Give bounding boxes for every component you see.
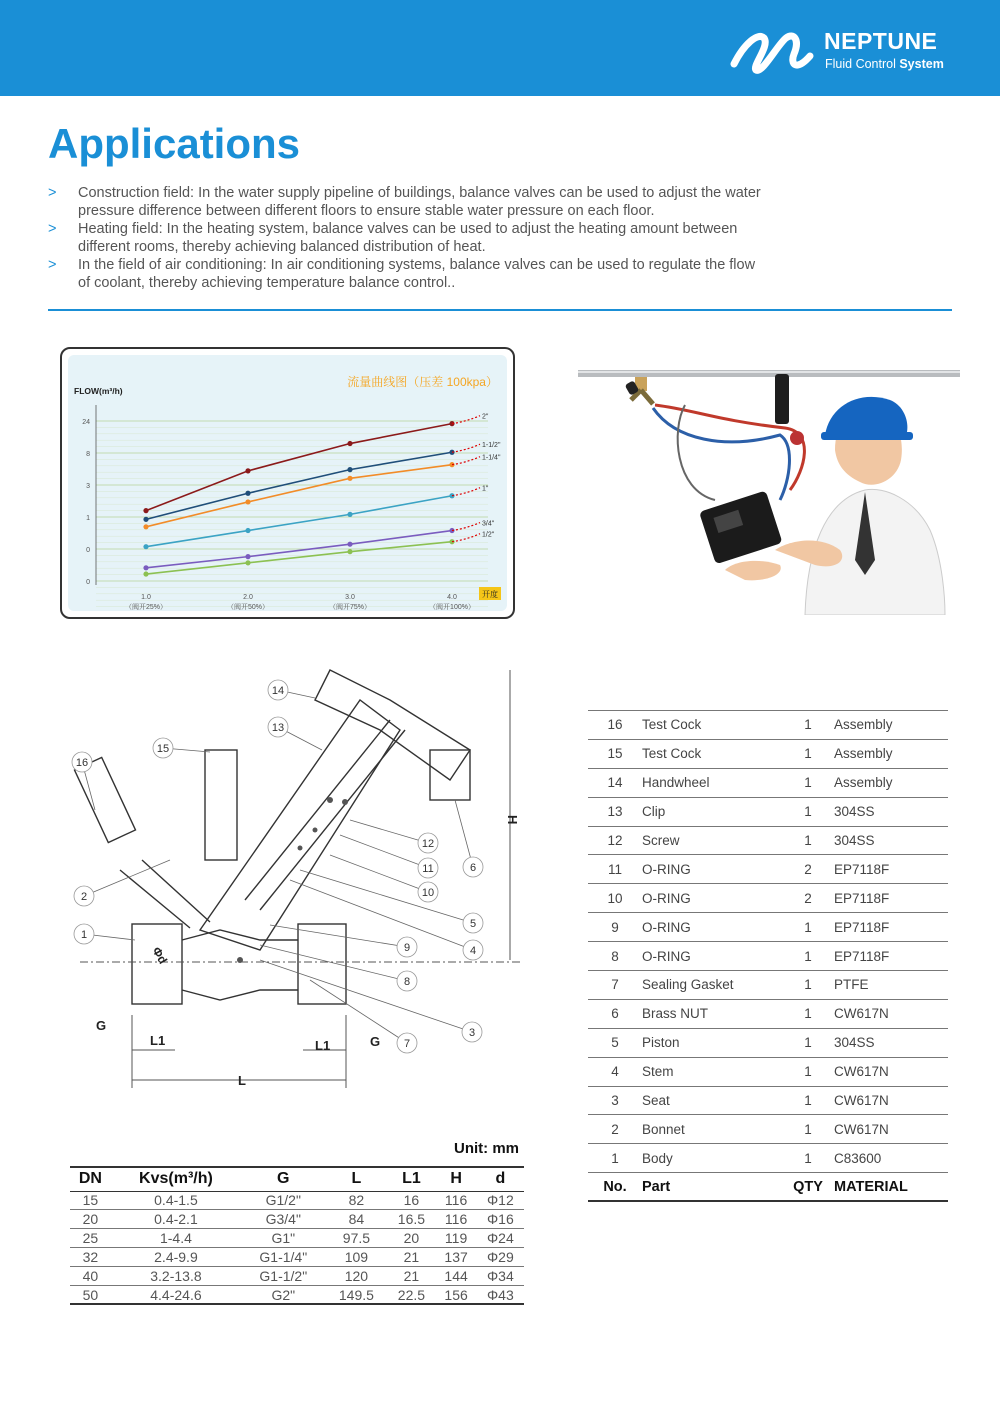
part-part-cell: Sealing Gasket (642, 971, 782, 1000)
dim-label-L: L (238, 1073, 246, 1088)
series-extension (452, 416, 480, 424)
part-part-cell: Bonnet (642, 1115, 782, 1144)
series-line (146, 542, 452, 574)
data-point (143, 524, 148, 529)
callout-leader-line (330, 855, 428, 892)
part-no-cell: 9 (588, 913, 642, 942)
dims-cell: 116 (435, 1191, 476, 1210)
applications-list (48, 184, 768, 292)
data-point (347, 467, 352, 472)
dims-cell: 156 (435, 1285, 476, 1304)
part-material-cell: EP7118F (834, 913, 948, 942)
dims-cell: Φ43 (477, 1285, 524, 1304)
chart-title: 流量曲线图（压差 100kpa） (347, 375, 498, 389)
brand-tagline-prefix: Fluid Control (825, 57, 900, 71)
chevron-right-icon: > (48, 185, 57, 201)
part-no-cell: 8 (588, 942, 642, 971)
part-qty-cell: 1 (782, 1144, 834, 1173)
callout-number: 12 (421, 838, 435, 850)
dim-label-G-left: G (96, 1018, 107, 1033)
parts-header-no: No. (588, 1173, 642, 1201)
part-part-cell: O-RING (642, 942, 782, 971)
dims-header-cell: d (477, 1167, 524, 1191)
data-point (245, 560, 250, 565)
dims-header-cell: DN (70, 1167, 111, 1191)
parts-header-material: MATERIAL (834, 1173, 948, 1201)
engineer-with-meter-image (575, 360, 960, 615)
part-material-cell: 304SS (834, 826, 948, 855)
part-qty-cell: 1 (782, 1057, 834, 1086)
callout-number: 11 (422, 863, 434, 875)
part-qty-cell: 1 (782, 1028, 834, 1057)
dims-header-cell: L1 (387, 1167, 435, 1191)
part-qty-cell: 1 (782, 1115, 834, 1144)
part-part-cell: Screw (642, 826, 782, 855)
y-tick-label: 8 (86, 451, 90, 458)
table-row (588, 1028, 948, 1057)
series-extension (452, 534, 480, 542)
dim-label-L1-left: L1 (150, 1033, 166, 1048)
y-tick-label: 3 (86, 483, 90, 490)
callout-number: 4 (469, 945, 477, 957)
dims-cell: Φ34 (477, 1267, 524, 1286)
series-label: 1" (482, 485, 489, 493)
table-row (588, 768, 948, 797)
table-row (70, 1267, 524, 1286)
dims-cell: G1" (241, 1229, 325, 1248)
part-qty-cell: 1 (782, 1086, 834, 1115)
bullet-text: In the field of air conditioning: In air conditioning systems, balance valves can be used to regulate the flow of coolant, thereby achieving temperature balance control.. (78, 257, 756, 291)
dims-cell: 149.5 (325, 1285, 387, 1304)
table-row (588, 1144, 948, 1173)
part-no-cell: 16 (588, 711, 642, 740)
callout-number: 3 (468, 1027, 476, 1039)
dims-header-cell: H (435, 1167, 476, 1191)
callout-leader-line (270, 925, 407, 947)
x-sublabel: （阀开50%） (226, 604, 270, 611)
dims-cell: 50 (70, 1285, 111, 1304)
series-label: 2" (482, 413, 489, 421)
callout-number: 13 (271, 722, 285, 734)
x-tick-label: 2.0 (243, 594, 253, 601)
parts-header-part: Part (642, 1173, 782, 1201)
list-item (48, 220, 768, 256)
page-title: Applications (48, 120, 301, 167)
callout-number: 10 (421, 887, 435, 899)
part-material-cell: Assembly (834, 711, 948, 740)
dims-cell: Φ24 (477, 1229, 524, 1248)
part-part-cell: Seat (642, 1086, 782, 1115)
callout-number: 1 (80, 929, 88, 941)
parts-table (588, 710, 948, 1202)
part-part-cell: Body (642, 1144, 782, 1173)
dims-cell: 119 (435, 1229, 476, 1248)
part-material-cell: 304SS (834, 1028, 948, 1057)
dims-cell: 25 (70, 1229, 111, 1248)
data-point (143, 544, 148, 549)
part-part-cell: Test Cock (642, 711, 782, 740)
part-no-cell: 7 (588, 971, 642, 1000)
x-sublabel: （阀开25%） (124, 604, 168, 611)
brand-tagline-bold: System (899, 57, 944, 71)
dims-cell: 15 (70, 1191, 111, 1210)
table-row (588, 797, 948, 826)
callout-number: 7 (403, 1038, 411, 1050)
dims-cell: 21 (387, 1248, 435, 1267)
part-no-cell: 11 (588, 855, 642, 884)
dims-cell: 16 (387, 1191, 435, 1210)
dims-cell: 32 (70, 1248, 111, 1267)
part-material-cell: EP7118F (834, 884, 948, 913)
section-divider (48, 309, 952, 311)
part-qty-cell: 1 (782, 999, 834, 1028)
dim-label-d: Φd (149, 944, 171, 967)
parts-header-row (588, 1173, 948, 1201)
part-material-cell: Assembly (834, 768, 948, 797)
part-no-cell: 2 (588, 1115, 642, 1144)
table-row (588, 884, 948, 913)
data-point (143, 565, 148, 570)
unit-label: Unit: mm (454, 1140, 519, 1157)
data-point (143, 517, 148, 522)
parts-header-qty: QTY (782, 1173, 834, 1201)
y-tick-label: 1 (86, 515, 90, 522)
data-point (245, 468, 250, 473)
dims-cell: 2.4-9.9 (111, 1248, 241, 1267)
dims-cell: 0.4-1.5 (111, 1191, 241, 1210)
callout-number: 14 (271, 685, 285, 697)
series-line (146, 452, 452, 519)
x-tick-label: 1.0 (141, 594, 151, 601)
x-tick-label: 3.0 (345, 594, 355, 601)
x-badge-label: 开度 (482, 590, 498, 599)
callout-leader-line (340, 835, 428, 868)
part-no-cell: 3 (588, 1086, 642, 1115)
table-row (588, 855, 948, 884)
part-material-cell: PTFE (834, 971, 948, 1000)
brand-logo (730, 24, 960, 80)
table-row (588, 999, 948, 1028)
table-row (70, 1191, 524, 1210)
series-extension (452, 457, 480, 465)
data-point (245, 491, 250, 496)
part-no-cell: 15 (588, 739, 642, 768)
series-label: 1-1/2" (482, 442, 501, 450)
dimensions-table (70, 1166, 524, 1305)
dims-cell: Φ16 (477, 1210, 524, 1229)
dim-label-G-right: G (370, 1034, 381, 1049)
dims-cell: 22.5 (387, 1285, 435, 1304)
series-extension (452, 523, 480, 531)
series-line (146, 465, 452, 527)
part-no-cell: 14 (588, 768, 642, 797)
callout-leader-line (300, 870, 473, 923)
header-bar (0, 0, 1000, 96)
part-material-cell: C83600 (834, 1144, 948, 1173)
neptune-logo-mark-icon (730, 24, 820, 80)
brand-tagline (825, 57, 944, 71)
callout-number: 5 (469, 918, 477, 930)
valve-drawing (60, 660, 530, 1100)
data-point (347, 549, 352, 554)
x-tick-label: 4.0 (447, 594, 457, 601)
callout-leader-line (310, 980, 407, 1043)
data-point (347, 542, 352, 547)
x-sublabel: （阀开100%） (429, 604, 475, 611)
table-row (588, 942, 948, 971)
part-no-cell: 12 (588, 826, 642, 855)
series-extension (452, 444, 480, 452)
part-part-cell: Test Cock (642, 739, 782, 768)
table-row (588, 826, 948, 855)
data-point (347, 512, 352, 517)
dims-cell: 1-4.4 (111, 1229, 241, 1248)
part-qty-cell: 1 (782, 711, 834, 740)
dims-cell: 0.4-2.1 (111, 1210, 241, 1229)
table-row (588, 1115, 948, 1144)
data-point (245, 499, 250, 504)
table-row (70, 1248, 524, 1267)
chart-background (68, 355, 507, 611)
callout-number: 15 (156, 743, 170, 755)
list-item (48, 256, 768, 292)
part-part-cell: Brass NUT (642, 999, 782, 1028)
dims-cell: 84 (325, 1210, 387, 1229)
chevron-right-icon: > (48, 221, 57, 237)
part-part-cell: Piston (642, 1028, 782, 1057)
dims-cell: Φ29 (477, 1248, 524, 1267)
dims-cell: 40 (70, 1267, 111, 1286)
part-qty-cell: 1 (782, 826, 834, 855)
bullet-text: Heating field: In the heating system, balance valves can be used to adjust the heating amount between different rooms, thereby achieving balanced distribution of heat. (78, 221, 738, 255)
part-material-cell: EP7118F (834, 855, 948, 884)
callout-leader-line (350, 820, 428, 843)
part-no-cell: 5 (588, 1028, 642, 1057)
part-qty-cell: 2 (782, 855, 834, 884)
part-qty-cell: 1 (782, 913, 834, 942)
valve-cross-section-diagram (60, 660, 530, 1100)
part-no-cell: 13 (588, 797, 642, 826)
dims-cell: 97.5 (325, 1229, 387, 1248)
part-part-cell: O-RING (642, 913, 782, 942)
dims-cell: G1/2" (241, 1191, 325, 1210)
data-point (143, 508, 148, 513)
part-part-cell: Handwheel (642, 768, 782, 797)
part-qty-cell: 1 (782, 797, 834, 826)
part-material-cell: CW617N (834, 1115, 948, 1144)
part-no-cell: 10 (588, 884, 642, 913)
part-material-cell: CW617N (834, 999, 948, 1028)
dims-cell: 21 (387, 1267, 435, 1286)
data-point (347, 476, 352, 481)
part-qty-cell: 1 (782, 942, 834, 971)
x-sublabel: （阀开75%） (328, 604, 372, 611)
part-material-cell: CW617N (834, 1057, 948, 1086)
callout-number: 16 (75, 757, 89, 769)
table-row (588, 971, 948, 1000)
dims-header-cell: G (241, 1167, 325, 1191)
dims-cell: 82 (325, 1191, 387, 1210)
dim-label-H: H (505, 815, 520, 825)
dims-header-cell: Kvs(m³/h) (111, 1167, 241, 1191)
dims-cell: 16.5 (387, 1210, 435, 1229)
callout-number: 2 (80, 891, 88, 903)
callout-number: 8 (403, 976, 411, 988)
series-label: 1/2" (482, 531, 495, 539)
part-material-cell: Assembly (834, 739, 948, 768)
y-axis-label: FLOW(m³/h) (74, 386, 123, 396)
series-line (146, 424, 452, 511)
part-qty-cell: 1 (782, 739, 834, 768)
engineer-photo (575, 360, 960, 615)
table-row (70, 1285, 524, 1304)
part-material-cell: 304SS (834, 797, 948, 826)
part-no-cell: 1 (588, 1144, 642, 1173)
table-row (588, 1057, 948, 1086)
brand-name: NEPTUNE (824, 28, 938, 54)
part-no-cell: 6 (588, 999, 642, 1028)
dims-cell: 3.2-13.8 (111, 1267, 241, 1286)
callout-leader-line (260, 945, 407, 981)
series-extension (452, 488, 480, 496)
flow-chart (68, 355, 507, 611)
part-qty-cell: 1 (782, 971, 834, 1000)
flow-chart-panel (60, 347, 515, 619)
callout-leader-line (84, 860, 170, 896)
y-tick-label: 0 (86, 579, 90, 586)
table-row (588, 913, 948, 942)
dims-cell: 20 (70, 1210, 111, 1229)
dim-label-L1-right: L1 (315, 1038, 331, 1053)
table-row (588, 711, 948, 740)
part-qty-cell: 1 (782, 768, 834, 797)
dims-cell: 109 (325, 1248, 387, 1267)
dims-cell: G2" (241, 1285, 325, 1304)
dims-cell: 116 (435, 1210, 476, 1229)
dims-cell: 137 (435, 1248, 476, 1267)
dims-cell: 20 (387, 1229, 435, 1248)
part-material-cell: CW617N (834, 1086, 948, 1115)
data-point (143, 571, 148, 576)
table-row (588, 1086, 948, 1115)
list-item (48, 184, 768, 220)
y-tick-label: 0 (86, 547, 90, 554)
dims-cell: Φ12 (477, 1191, 524, 1210)
dims-cell: 144 (435, 1267, 476, 1286)
data-point (245, 554, 250, 559)
callout-number: 9 (403, 942, 411, 954)
series-line (146, 496, 452, 547)
part-part-cell: Stem (642, 1057, 782, 1086)
chevron-right-icon: > (48, 257, 57, 273)
dims-cell: 120 (325, 1267, 387, 1286)
dims-cell: G1-1/4" (241, 1248, 325, 1267)
part-part-cell: O-RING (642, 884, 782, 913)
series-label: 1-1/4" (482, 454, 501, 462)
callout-leader-line (455, 800, 473, 867)
dims-cell: 4.4-24.6 (111, 1285, 241, 1304)
part-part-cell: O-RING (642, 855, 782, 884)
bullet-text: Construction field: In the water supply pipeline of buildings, balance valves can be used to adjust the water pressure difference between different floors to ensure stable water pressure on each floor. (78, 185, 761, 219)
part-no-cell: 4 (588, 1057, 642, 1086)
part-material-cell: EP7118F (834, 942, 948, 971)
data-point (347, 441, 352, 446)
part-qty-cell: 2 (782, 884, 834, 913)
dims-header-cell: L (325, 1167, 387, 1191)
table-row (588, 739, 948, 768)
data-point (245, 528, 250, 533)
dims-cell: G3/4" (241, 1210, 325, 1229)
y-tick-label: 24 (82, 419, 90, 426)
table-row (70, 1229, 524, 1248)
dims-cell: G1-1/2" (241, 1267, 325, 1286)
table-row (70, 1210, 524, 1229)
callout-number: 6 (469, 862, 477, 874)
part-part-cell: Clip (642, 797, 782, 826)
series-label: 3/4" (482, 520, 495, 528)
